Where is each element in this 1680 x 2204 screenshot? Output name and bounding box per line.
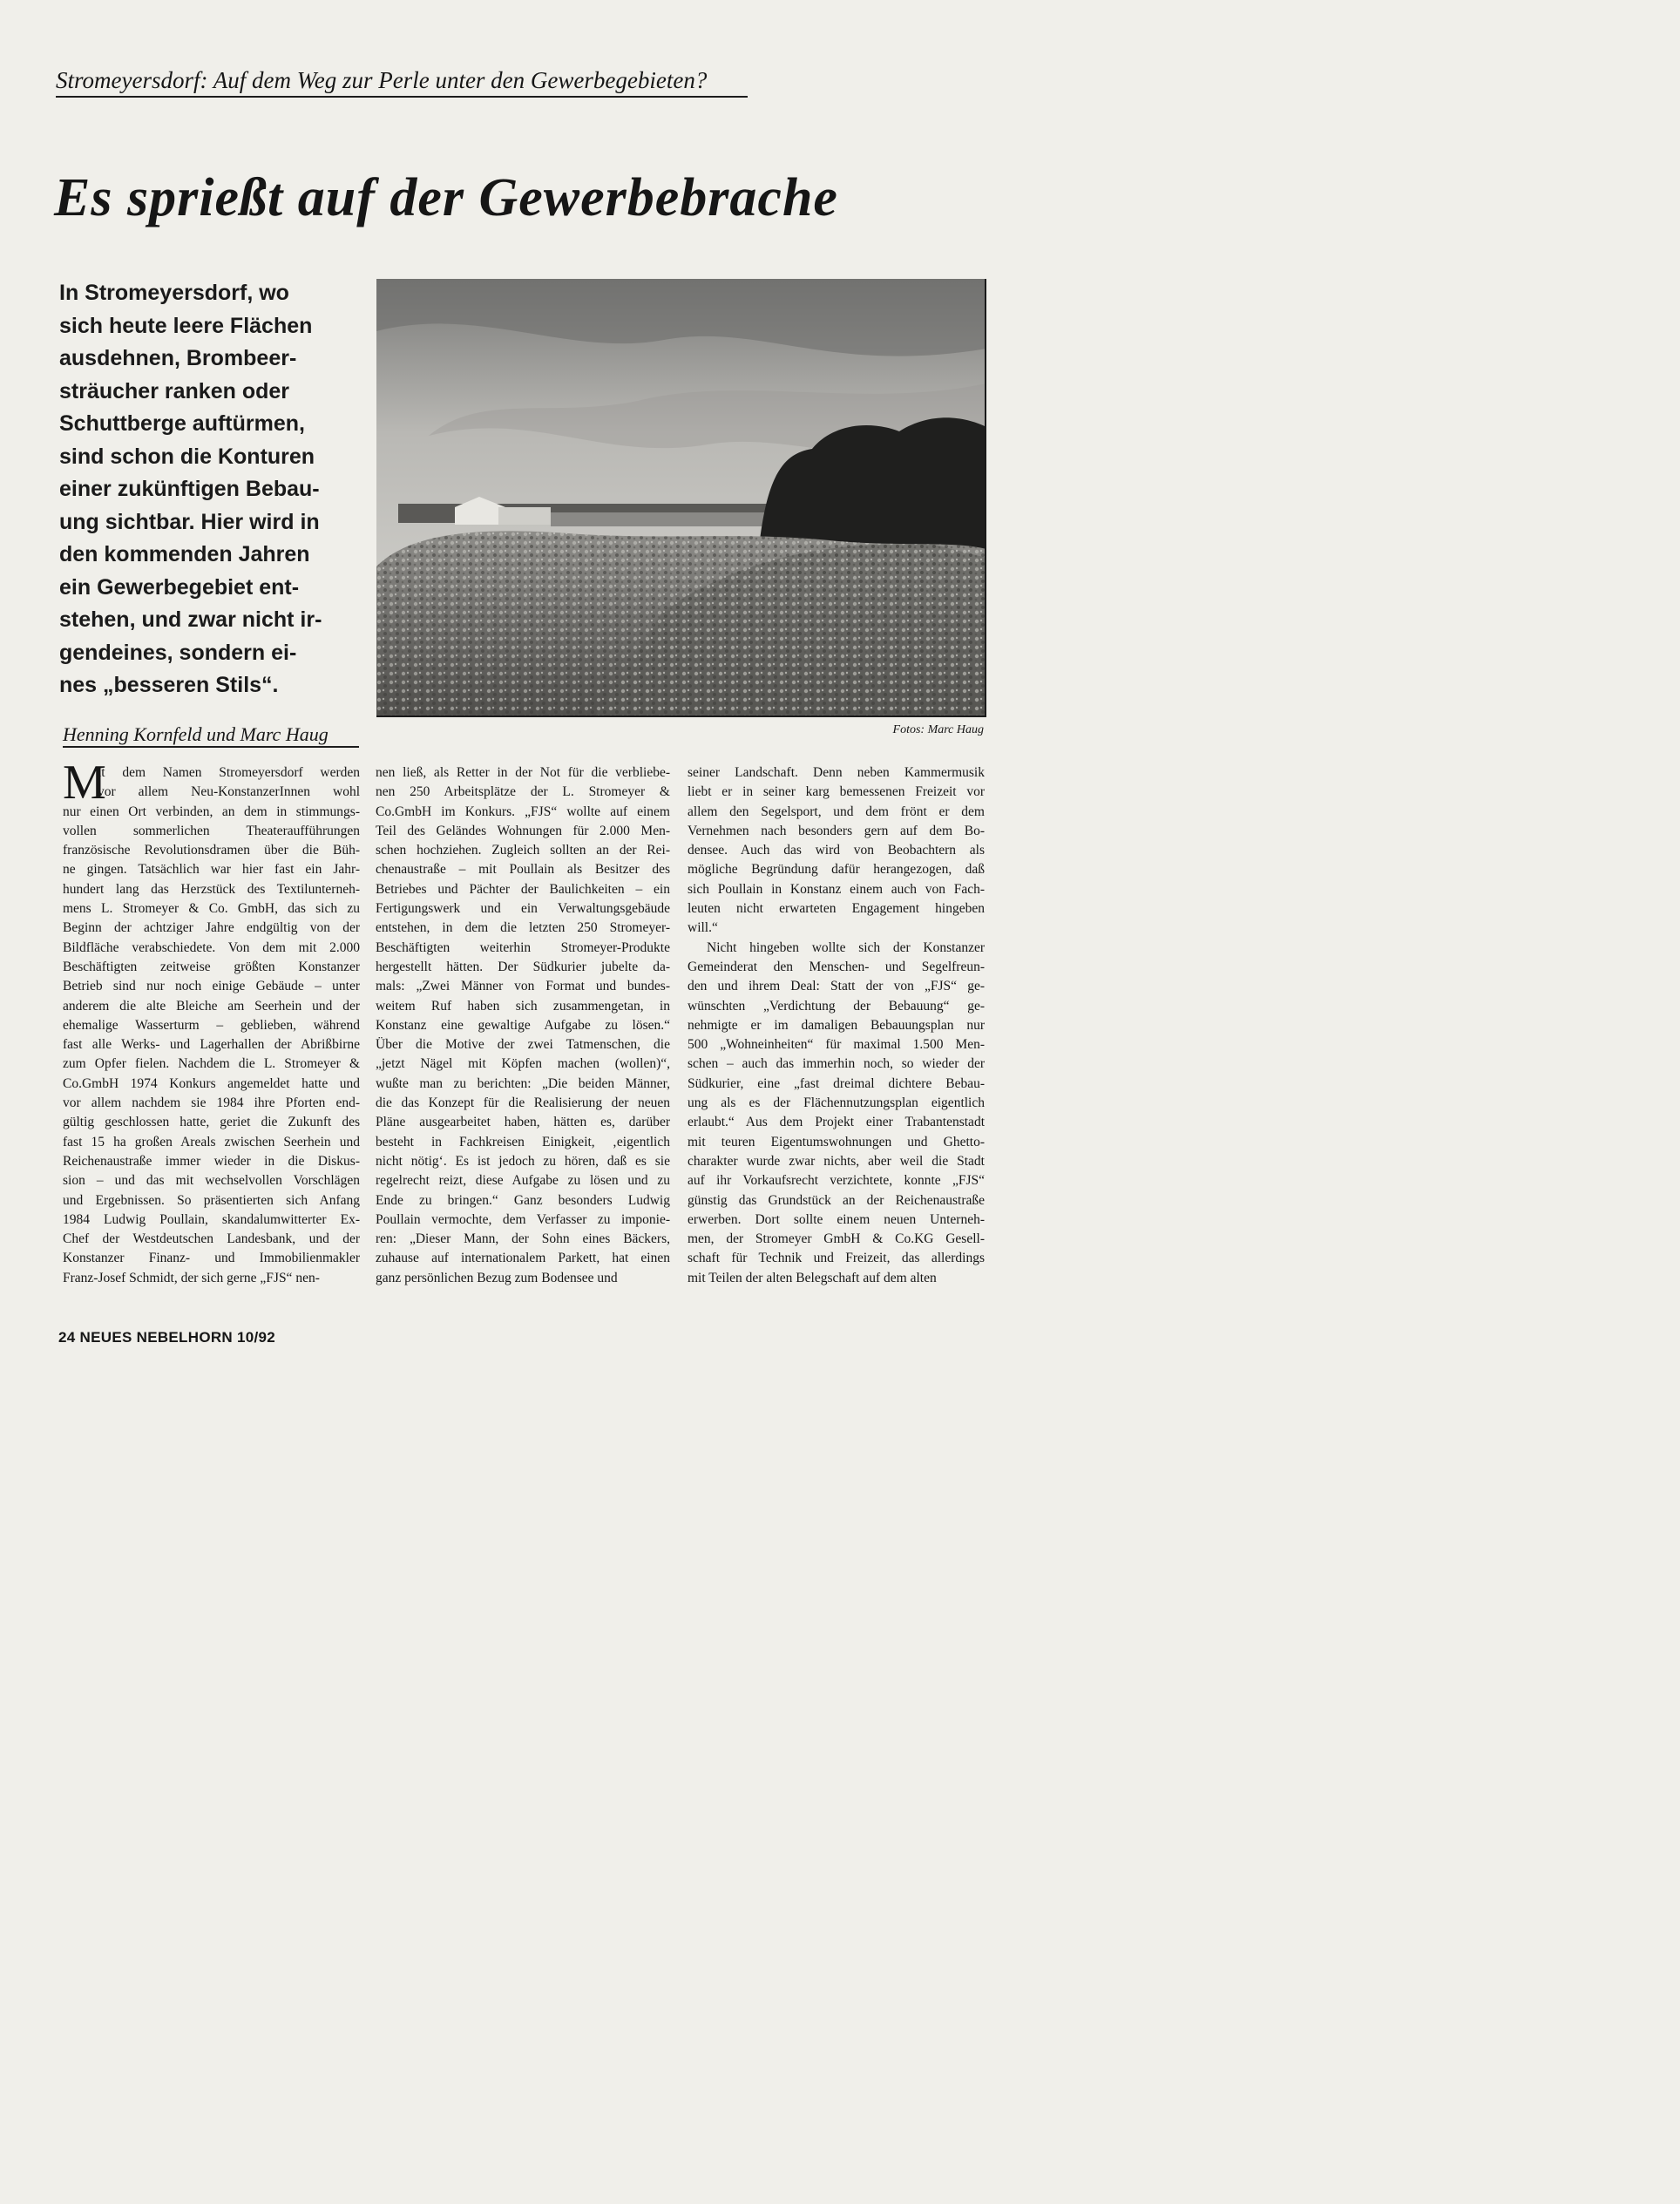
lede-line: nes „besseren Stils“. [59,673,279,697]
lede-line: den kommenden Jahren [59,542,310,566]
col1-line: mens L. Stromeyer & Co. GmbH, das sich zu [63,901,360,917]
col2-line: Beschäftigten weiterhin Stromeyer-Produkte [376,939,670,955]
col1-line: zum Opfer fielen. Nachdem die L. Stromeyer & [63,1056,360,1072]
col1-line: hundert lang das Herzstück des Textilunterneh- [63,881,360,897]
col3-line: auf ihr Vorkaufsrecht verzichtete, konnte „FJS“ [688,1173,985,1189]
col1-line: ne gingen. Tatsächlich war hier fast ein Jahr- [63,862,360,878]
col2-line: Ende zu bringen.“ Ganz besonders Ludwig [376,1192,670,1208]
col1-line: ehemalige Wasserturm – geblieben, während [63,1017,360,1033]
col1-line: vor allem Neu-KonstanzerInnen wohl [98,784,360,800]
col2-line: weitem Ruf haben sich zusammengetan, in [376,998,670,1014]
col1-line: Konstanzer Finanz- und Immobilienmakler [63,1251,360,1266]
lede-line: In Stromeyersdorf, wo [59,281,289,305]
col2-line: Über die Motive der zwei Tatmenschen, die [376,1037,670,1053]
col1-line: fast 15 ha großen Areals zwischen Seerhein und [63,1134,360,1149]
col2-line: ren: „Dieser Mann, der Sohn eines Bäckers, [376,1231,670,1247]
col3-line: mit Teilen der alten Belegschaft auf dem alten [688,1270,937,1285]
col3-line: erwerben. Dort sollte einem neuen Unterneh- [688,1211,985,1227]
col1-line: Franz-Josef Schmidt, der sich gerne „FJS“ nen- [63,1270,320,1285]
body-column-3 [688,763,985,1288]
col3-line: Vernehmen nach besonders gern auf dem Bo- [688,823,985,838]
lede-paragraph [59,277,364,702]
col1-line: Co.GmbH 1974 Konkurs angemeldet hatte und [63,1075,360,1091]
col3-line: erlaubt.“ Aus dem Projekt einer Trabantenstadt [688,1115,985,1130]
col3-line: mögliche Begründung dafür herangezogen, daß [688,862,985,878]
col2-line: Teil des Geländes Wohnungen für 2.000 Men- [376,823,670,838]
col3-line: 500 „Wohneinheiten“ für maximal 1.500 Men- [688,1037,985,1053]
col2-line: „jetzt Nägel mit Köpfen machen (wollen)“, [376,1056,670,1072]
drop-cap: M [63,756,106,810]
col1-line: Reichenaustraße immer wieder in die Diskus- [63,1153,360,1169]
photo-credit: Fotos: Marc Haug [892,723,984,736]
col3-line: men, der Stromeyer GmbH & Co.KG Gesell- [688,1231,985,1247]
col2-line: entstehen, in dem die letzten 250 Stromeyer- [376,920,670,936]
col3-line: nehmigte er im damaligen Bebauungsplan nur [688,1017,985,1033]
col1-line: vor allem nachdem sie 1984 ihre Pforten end- [63,1095,360,1111]
col3-line: charakter wurde zwar nichts, aber weil die Stadt [688,1153,985,1169]
col1-line: Chef der Westdeutschen Landesbank, und der [63,1231,360,1247]
col2-line: nen ließ, als Retter in der Not für die verbliebe- [376,765,670,780]
lede-line: sträucher ranken oder [59,378,289,404]
col1-line: vollen sommerlichen Theateraufführungen [63,823,360,838]
article-headline: Es sprießt auf der Gewerbebrache [54,168,838,227]
col1-line: Bildfläche verabschiedete. Von dem mit 2.000 [63,939,360,955]
col1-line: französische Revolutionsdramen über die Büh- [63,843,360,858]
col3-line: schen – auch das immerhin noch, so wieder der [688,1056,985,1072]
lede-line: stehen, und zwar nicht ir- [59,607,322,632]
col3-line: densee. Auch das wird von Beobachtern als [688,843,985,858]
col1-line: Beschäftigten zeitweise größten Konstanzer [63,959,360,974]
page-footer: 24 NEUES NEBELHORN 10/92 [58,1329,276,1346]
col3-line: günstig das Grundstück an der Reichenaustraße [688,1192,985,1208]
col1-line: fast alle Werks- und Lagerhallen der Abrißbirne [63,1037,360,1053]
col2-line: Poullain vermochte, dem Verfasser zu imponie- [376,1211,670,1227]
byline: Henning Kornfeld und Marc Haug [63,723,359,748]
col2-line: Konstanz eine gewaltige Aufgabe zu lösen.“ [376,1017,670,1033]
col1-line: und Ergebnissen. So präsentierten sich Anfang [63,1192,360,1208]
col2-line: die das Konzept für die Realisierung der neuen [376,1095,670,1111]
col2-line: hergestellt hätten. Der Südkurier jubelte da- [376,959,670,974]
col3-line: Gemeinderat den Menschen- und Segelfreun- [688,959,985,974]
col1-line: nur einen Ort verbinden, an dem in stimmungs- [63,804,360,819]
col2-line: schen hochziehen. Zugleich sollten an der Rei- [376,843,670,858]
col3-line: ung als es der Flächennutzungsplan eigentlich [688,1095,985,1111]
col2-line: regelrecht reizt, diese Aufgabe zu lösen und zu [376,1173,670,1189]
col2-line: mals: „Zwei Männer von Format und bundes- [376,979,670,994]
lede-line: Schuttberge auftürmen, [59,411,305,436]
col2-line: ganz persönlichen Bezug zum Bodensee und [376,1270,618,1285]
col2-line: chenaustraße – mit Poullain als Besitzer des [376,862,670,878]
col3-line: sich Poullain in Konstanz einem auch von Fach- [688,881,985,897]
col1-line: Betrieb sind nur noch einige Gebäude – unter [63,979,360,994]
lede-line: sind schon die Konturen [59,444,315,469]
lede-line: ein Gewerbegebiet ent- [59,574,300,600]
body-column-1 [63,763,360,1288]
lede-line: ung sichtbar. Hier wird in [59,509,320,534]
col2-line: nen 250 Arbeitsplätze der L. Stromeyer & [376,784,670,800]
col1-line: it dem Namen Stromeyersdorf werden [98,765,360,780]
col3-line: wünschten „Verdichtung der Bebauung“ ge- [688,998,985,1014]
article-photo [376,279,986,717]
col3-line: seiner Landschaft. Denn neben Kammermusik [688,765,985,780]
col2-line: wußte man zu berichten: „Die beiden Männer, [376,1075,670,1091]
col2-line: Fertigungswerk und ein Verwaltungsgebäude [376,901,670,917]
col2-line: Co.GmbH im Konkurs. „FJS“ wollte auf einem [376,804,670,819]
col1-line: Beginn der achtziger Jahre endgültig von der [63,920,360,936]
col3-line: mit teuren Eigentumswohnungen und Ghetto- [688,1134,985,1149]
body-column-2 [376,763,670,1288]
lede-line: gendeines, sondern ei- [59,640,297,665]
rubble-field-image [376,279,986,717]
col2-line: besteht in Fachkreisen Einigkeit, ‚eigentlich [376,1134,670,1149]
col1-line: 1984 Ludwig Poullain, skandalumwitterter Ex- [63,1211,360,1227]
kicker-line: Stromeyersdorf: Auf dem Weg zur Perle unter den Gewerbegebieten? [56,64,748,98]
col2-line: Pläne ausgearbeitet haben, hätten es, darüber [376,1115,670,1130]
col3-line: will.“ [688,920,718,936]
col1-line: anderem die alte Bleiche am Seerhein und der [63,998,360,1014]
col3-line: liebt er in seiner karg bemessenen Freizeit vor [688,784,985,800]
col3-line: leuten nicht erwarteten Engagement hingeben [688,901,985,917]
lede-line: einer zukünftigen Bebau- [59,477,320,501]
col1-line: gültig geschlossen hatte, geriet die Zukunft des [63,1115,360,1130]
col3-line: allem den Segelsport, und dem frönt er dem [688,804,985,819]
col1-line: sion – und das mit wechselvollen Vorschlägen [63,1173,360,1189]
col3-line: Nicht hingeben wollte sich der Konstanzer [707,939,985,955]
lede-line: ausdehnen, Brombeer- [59,346,297,370]
col2-line: Betriebes und Pächter der Baulichkeiten – ein [376,881,670,897]
lede-line: sich heute leere Flächen [59,313,313,338]
col3-line: schaft für Technik und Freizeit, das allerdings [688,1251,985,1266]
col3-line: Südkurier, eine „fast dreimal dichtere Bebau- [688,1075,985,1091]
col3-line: den und ihrem Deal: Statt der von „FJS“ ge- [688,979,985,994]
col2-line: zuhause auf internationalem Parkett, hat einen [376,1251,670,1266]
col2-line: nicht nötig‘. Es ist jedoch zu hören, daß es sie [376,1153,670,1169]
